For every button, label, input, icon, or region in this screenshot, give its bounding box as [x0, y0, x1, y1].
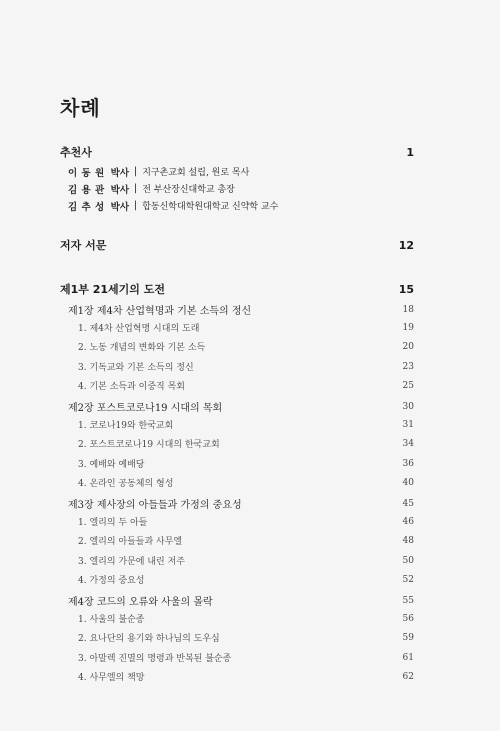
item-page: 31: [402, 419, 414, 430]
item-label: 3. 예배와 예배당: [78, 460, 145, 470]
item-page: 46: [402, 516, 414, 527]
item-label: 4. 가정의 중요성: [78, 576, 145, 586]
toc-item[interactable]: [78, 514, 414, 529]
recommender-entry: [68, 164, 249, 179]
item-label: 3. 아말렉 진멸의 명령과 반복된 불순종: [78, 654, 232, 664]
item-page: 34: [402, 438, 414, 449]
recommender-degree: 박사: [110, 201, 130, 213]
chapter-page: 45: [402, 498, 414, 509]
recommender-desc: 지구촌교회 설립, 원로 목사: [142, 168, 250, 178]
item-page: 25: [402, 380, 414, 391]
recommender-desc: 합동신학대학원대학교 신약학 교수: [142, 202, 279, 212]
item-page: 36: [402, 458, 414, 469]
toc-chapter[interactable]: [68, 593, 414, 608]
item-page: 52: [402, 574, 414, 585]
toc-item[interactable]: [78, 650, 414, 665]
toc-item[interactable]: [78, 456, 414, 471]
separator: |: [134, 166, 138, 177]
section-page: 12: [398, 238, 414, 252]
item-label: 1. 엘리의 두 아들: [78, 518, 148, 528]
toc-item[interactable]: [78, 475, 414, 490]
item-label: 4. 온라인 공동체의 형성: [78, 479, 174, 489]
recommender-name: 김 추 성: [68, 201, 105, 213]
item-label: 3. 기독교와 기본 소득의 정신: [78, 363, 194, 373]
toc-section-part1[interactable]: [60, 281, 414, 297]
toc-item[interactable]: [78, 378, 414, 393]
item-page: 50: [402, 555, 414, 566]
item-page: 23: [402, 361, 414, 372]
recommender-degree: 박사: [110, 184, 130, 196]
chapter-label: 제2장 포스트코로나19 시대의 목회: [68, 403, 223, 414]
item-page: 48: [402, 535, 414, 546]
separator: |: [134, 183, 138, 194]
chapter-label: 제1장 제4차 산업혁명과 기본 소득의 정신: [68, 306, 252, 317]
item-label: 2. 노동 개념의 변화와 기본 소득: [78, 343, 206, 353]
recommender-entry: [68, 181, 235, 196]
item-label: 4. 기본 소득과 이중직 목회: [78, 382, 185, 392]
item-label: 2. 요나단의 용기와 하나님의 도우심: [78, 634, 220, 644]
toc-chapter[interactable]: [68, 399, 414, 414]
section-page: 1: [406, 145, 414, 159]
chapter-page: 30: [402, 401, 414, 412]
toc-chapter[interactable]: [68, 496, 414, 511]
toc-item[interactable]: [78, 669, 414, 684]
toc-item[interactable]: [78, 553, 414, 568]
section-label: 제1부 21세기의 도전: [60, 283, 166, 296]
toc-item[interactable]: [78, 572, 414, 587]
toc-item[interactable]: [78, 339, 414, 354]
chapter-label: 제4장 코드의 오류와 사울의 몰락: [68, 597, 213, 608]
toc-item[interactable]: [78, 359, 414, 374]
section-label: 추천사: [60, 146, 92, 159]
item-page: 40: [402, 477, 414, 488]
item-page: 62: [402, 671, 414, 682]
toc-item[interactable]: [78, 611, 414, 626]
section-label: 저자 서문: [60, 239, 107, 252]
recommender-desc: 전 부산장신대학교 총장: [142, 185, 235, 195]
item-label: 1. 제4차 산업혁명 시대의 도래: [78, 324, 200, 334]
toc-item[interactable]: [78, 436, 414, 451]
item-label: 1. 사울의 불순종: [78, 615, 145, 625]
toc-chapter[interactable]: [68, 302, 414, 317]
chapter-label: 제3장 제사장의 아들들과 가정의 중요성: [68, 500, 242, 511]
chapter-page: 55: [402, 595, 414, 606]
item-page: 61: [402, 652, 414, 663]
recommender-entry: [68, 198, 278, 213]
recommender-name: 김 용 관: [68, 184, 105, 196]
toc-section-preface[interactable]: [60, 237, 414, 253]
toc-item[interactable]: [78, 320, 414, 335]
item-label: 2. 포스트코로나19 시대의 한국교회: [78, 440, 220, 450]
chapter-page: 18: [402, 304, 414, 315]
recommender-name: 이 동 원: [68, 167, 105, 179]
item-label: 4. 사무엘의 책망: [78, 673, 145, 683]
item-label: 2. 엘리의 아들들과 사무엘: [78, 537, 183, 547]
item-label: 1. 코로나19와 한국교회: [78, 421, 174, 431]
item-page: 56: [402, 613, 414, 624]
recommender-degree: 박사: [110, 167, 130, 179]
toc-title: 차례: [60, 96, 101, 120]
toc-item[interactable]: [78, 630, 414, 645]
section-page: 15: [398, 282, 414, 296]
item-page: 20: [402, 341, 414, 352]
toc-item[interactable]: [78, 533, 414, 548]
toc-section-recommendations[interactable]: [60, 144, 414, 160]
item-page: 19: [402, 322, 414, 333]
item-page: 59: [402, 632, 414, 643]
item-label: 3. 엘리의 가문에 내린 저주: [78, 557, 185, 567]
toc-item[interactable]: [78, 417, 414, 432]
separator: |: [134, 200, 138, 211]
